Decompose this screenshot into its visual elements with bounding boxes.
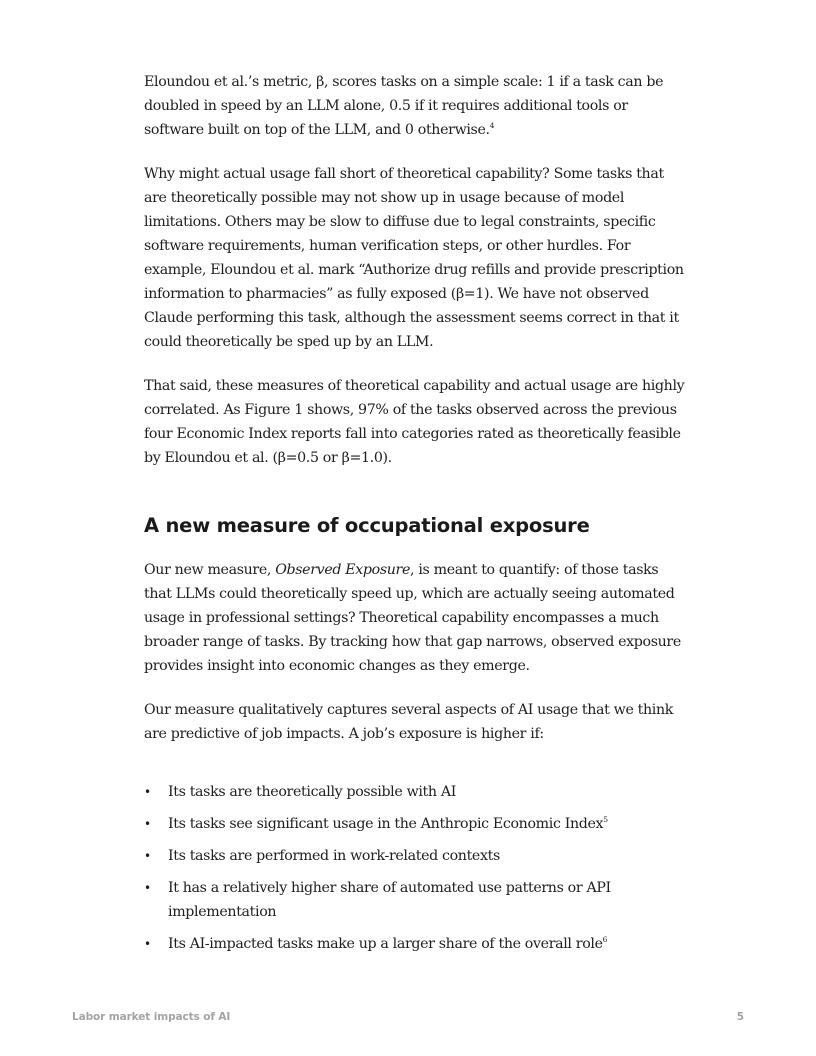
paragraph-beta-metric: Eloundou et al.’s metric, β, scores tasks on a simple scale: 1 if a task can be doubled in speed by an LLM alone, 0.5 if it requires additional tools or software built on top of the LLM, and 0 otherwise.$^4$ [144, 74, 664, 138]
emphasis-observed-exposure: Observed Exposure [275, 562, 411, 578]
paragraph-correlation: That said, these measures of theoretical capability and actual usage are highly correlated. As Figure 1 shows, 97% of the tasks observed across the previous four Economic Index reports fall into categories rated as theoretically feasible by Eloundou et al. (β=0.5 or β=1.0). [144, 378, 685, 466]
paragraph-usage-shortfall: Why might actual usage fall short of theoretical capability? Some tasks that are theoretically possible may not show up in usage because of model limitations. Others may be slow to diffuse due to legal constraints, specific software requirements, human verification steps, or other hurdles. For example, Eloundou et al. mark “Authorize drug refills and provide prescription information to pharmacies” as fully exposed (β=1). We have not observed Claude performing this task, although the assessment seems correct in that it could theoretically be sped up by an LLM. [144, 166, 684, 350]
bullet-icon: • [144, 785, 151, 799]
section-heading: A new measure of occupational exposure [144, 514, 590, 537]
list-item: • Its tasks are theoretically possible with AI [144, 780, 689, 804]
page-number: 5 [736, 1011, 744, 1023]
footer-document-title: Labor market impacts of AI [72, 1011, 231, 1023]
bullet-icon: • [144, 881, 151, 895]
list-item: • Its tasks are performed in work-related contexts [144, 844, 689, 868]
list-item: • It has a relatively higher share of automated use patterns or API implementation [144, 876, 689, 924]
paragraph-measure-intro: Our measure qualitatively captures several aspects of AI usage that we think are predictive of job impacts. A job’s exposure is higher if: [144, 702, 674, 742]
main-content [144, 70, 689, 964]
exposure-criteria-list [144, 780, 689, 956]
bullet-icon: • [144, 817, 151, 831]
bullet-icon: • [144, 849, 151, 863]
bullet-icon: • [144, 937, 151, 951]
footnote-marker-6[interactable]: 6 [602, 935, 608, 944]
footnote-marker-5[interactable]: 5 [603, 815, 608, 824]
list-item: • Its AI-impacted tasks make up a larger share of the overall role$^6$ [144, 932, 689, 956]
list-item: • Its tasks see significant usage in the Anthropic Economic Index$^5$ [144, 812, 689, 836]
footnote-marker-4[interactable]: 4 [489, 121, 495, 130]
paragraph-observed-exposure: Our new measure, Observed Exposure, is meant to quantify: of those tasks that LLMs could theoretically speed up, which are actually seeing automated usage in professional settings? Theoretical capability encompasses a much broader range of tasks. By tracking how that gap narrows, observed exposure provides insight into economic changes as they emerge. [144, 562, 681, 674]
